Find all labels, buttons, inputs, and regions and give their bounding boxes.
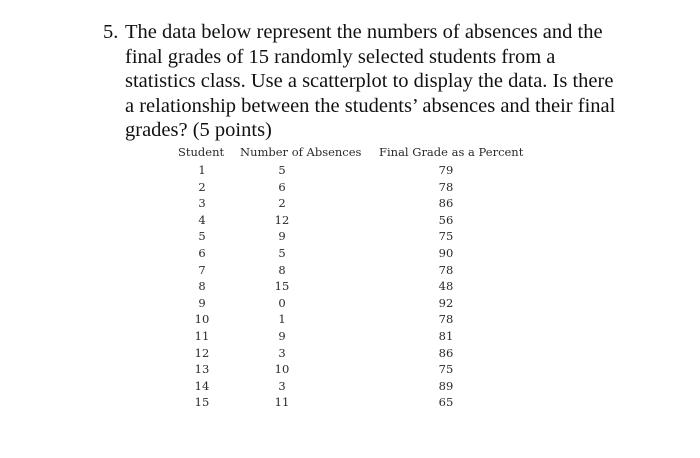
question-line-1: 5. The data below represent the numbers of absences and the <box>103 21 603 43</box>
cell-final-grade: 75 <box>438 229 454 244</box>
cell-final-grade: 86 <box>438 196 454 211</box>
table-row <box>174 379 534 396</box>
cell-absences: 5 <box>278 163 286 177</box>
question-line-4: a relationship between the students’ absences and their final <box>125 94 616 117</box>
cell-final-grade: 90 <box>438 245 454 260</box>
cell-student: 10 <box>194 312 210 327</box>
table-row <box>174 362 534 379</box>
table-row <box>174 346 534 363</box>
question-line-5: grades? (5 points) <box>125 119 272 141</box>
cell-absences: 1 <box>278 312 286 327</box>
cell-absences: 12 <box>274 212 290 227</box>
cell-student: 15 <box>194 395 210 410</box>
cell-final-grade: 78 <box>438 312 454 327</box>
table-row <box>174 312 534 329</box>
table-row <box>174 279 534 296</box>
table-row <box>174 263 534 280</box>
cell-absences: 8 <box>278 262 286 277</box>
header-absences: Number of Absences <box>240 145 362 159</box>
cell-student: 5 <box>198 229 206 244</box>
cell-final-grade: 92 <box>438 295 454 310</box>
table-body <box>174 163 534 412</box>
cell-student: 11 <box>194 328 210 343</box>
cell-absences: 9 <box>278 328 286 343</box>
cell-student: 3 <box>198 196 206 211</box>
cell-student: 1 <box>198 163 206 177</box>
cell-absences: 15 <box>274 279 290 294</box>
cell-absences: 10 <box>274 362 290 377</box>
cell-final-grade: 81 <box>438 328 454 343</box>
table-row <box>174 395 534 412</box>
cell-student: 9 <box>198 295 206 310</box>
cell-absences: 3 <box>278 378 286 393</box>
cell-final-grade: 86 <box>438 345 454 360</box>
cell-absences: 6 <box>278 179 286 194</box>
table-header <box>174 145 534 162</box>
data-table <box>174 145 534 412</box>
cell-final-grade: 56 <box>438 212 454 227</box>
table-row <box>174 229 534 246</box>
table-row <box>174 180 534 197</box>
cell-absences: 3 <box>278 345 286 360</box>
cell-student: 13 <box>194 362 210 377</box>
table-row <box>174 329 534 346</box>
table-row <box>174 213 534 230</box>
question-number: 5. <box>103 21 119 43</box>
table-row <box>174 246 534 263</box>
cell-final-grade: 48 <box>438 279 454 294</box>
cell-student: 4 <box>198 212 206 227</box>
question-line-2: final grades of 15 randomly selected students from a <box>125 45 556 68</box>
cell-final-grade: 89 <box>438 378 454 393</box>
cell-absences: 11 <box>274 395 290 410</box>
question-line-3: statistics class. Use a scatterplot to display the data. Is there <box>125 70 614 92</box>
header-final-grade: Final Grade as a Percent <box>379 145 524 159</box>
cell-final-grade: 75 <box>438 362 454 377</box>
cell-student: 6 <box>198 245 206 260</box>
cell-student: 7 <box>198 262 206 277</box>
cell-absences: 0 <box>278 295 286 310</box>
cell-final-grade: 79 <box>438 163 454 177</box>
cell-absences: 9 <box>278 229 286 244</box>
table-row <box>174 163 534 180</box>
cell-absences: 5 <box>278 245 286 260</box>
question-text <box>103 20 663 143</box>
cell-student: 8 <box>198 279 206 294</box>
cell-absences: 2 <box>278 196 286 211</box>
cell-final-grade: 78 <box>438 179 454 194</box>
header-student: Student <box>178 145 225 159</box>
table-row <box>174 296 534 313</box>
cell-final-grade: 65 <box>438 395 454 410</box>
cell-student: 12 <box>194 345 210 360</box>
cell-final-grade: 78 <box>438 262 454 277</box>
cell-student: 2 <box>198 179 206 194</box>
cell-student: 14 <box>194 378 210 393</box>
table-row <box>174 196 534 213</box>
